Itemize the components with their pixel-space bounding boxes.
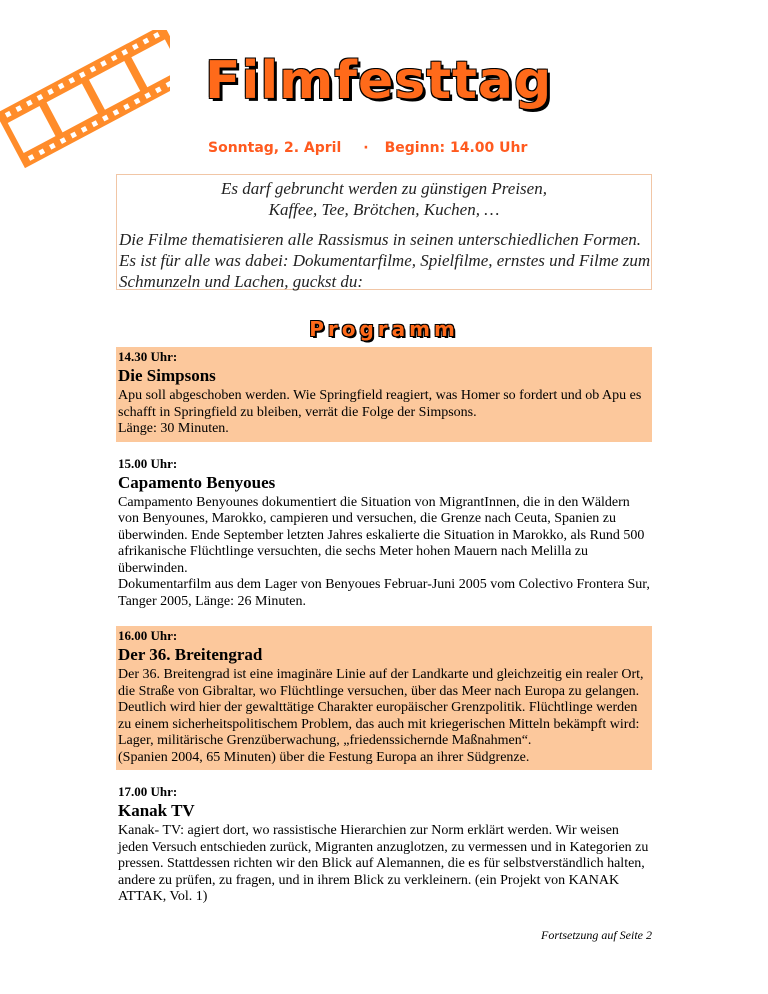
brunch-line-1: Es darf gebruncht werden zu günstigen Preisen, [221,179,547,198]
entry-time: 16.00 Uhr: [118,628,178,643]
program-entry [116,454,652,615]
film-strip-icon [0,30,170,170]
description-paragraph: Campamento Benyounes dokumentiert die Situation von MigrantInnen, die in den Wäldern von Benyounes, Marokko, campieren und versuchen, die Grenze nach Ceuta, Spanien zu überwinden. Ende September letzten Jahres eskalierte die Situation in Marokko, als Rund 500 afrikanische Flüchtlinge versuchten, die sechs Meter hohen Mauern nach Melilla zu überwinden. [118,494,645,576]
continuation-note: Fortsetzung auf Seite 2 [541,928,652,942]
entry-time: 14.30 Uhr: [118,349,178,364]
description-paragraph: Der 36. Breitengrad ist eine imaginäre Linie auf der Landkarte und gleichzeitig ein realer Ort, die Straße von Gibraltar, wo Flüchtlinge versuchen, über das Meer nach Europa zu gelangen. [118,667,644,699]
description-paragraph: Apu soll abgeschoben werden. Wie Springfield reagiert, was Homer so fordert und ob Apu es schafft in Springfield zu bleiben, verrät die Folge der Simpsons. [118,388,642,420]
entry-description [118,667,650,766]
program-entry [116,782,652,910]
separator: · [363,140,369,156]
event-start: Beginn: 14.00 Uhr [384,140,528,156]
entry-time: 17.00 Uhr: [118,784,178,799]
event-date: Sonntag, 2. April [208,140,342,156]
entry-title: Die Simpsons [118,366,216,385]
entry-time: 15.00 Uhr: [118,455,178,471]
description-paragraph: (Spanien 2004, 65 Minuten) über die Festung Europa an ihrer Südgrenze. [118,749,530,765]
entry-description [118,388,650,438]
brunch-line-2: Kaffee, Tee, Brötchen, Kuchen, … [268,200,500,219]
program-entry [116,626,652,770]
program-list [116,347,652,922]
entry-description [118,823,650,906]
entry-description [118,495,650,611]
event-info [208,140,527,156]
entry-title: Capamento Benyoues [118,472,276,492]
entry-title: Kanak TV [118,801,195,820]
description-paragraph: Deutlich wird hier der gewalttätige Charakter europäischer Grenzpolitik. Flüchtlinge werden zu einem sicherheitspolitischem Problem, das auch mit kriegerischen Mitteln bekämpft wird: Lager, militärische Grenzüberwachung, „friedenssichernde Maßnahmen“. [118,700,640,748]
description-paragraph: Dokumentarfilm aus dem Lager von Benyoues Februar-Juni 2005 vom Colectivo Frontera Sur, Tanger 2005, Länge: 26 Minuten. [118,577,650,609]
brunch-note [117,178,651,220]
description-paragraph: Kanak- TV: agiert dort, wo rassistische Hierarchien zur Norm erklärt werden. Wir weisen jeden Versuch entschieden zurück, Migranten anzuglotzen, zu vermessen und in Kategorien zu pressen. Stattdessen richten wir den Blick auf Alemannen, die es für selbstverständlich halten, andere zu prüfen, zu fragen, und in ihrem Blick zu verkleinern. (ein Projekt von KANAK ATTAK, Vol. 1) [118,823,649,904]
page-title: Filmfesttag [205,51,553,111]
intro-text: Die Filme thematisieren alle Rassismus in seinen unterschiedlichen Formen. Es ist für alle was dabei: Dokumentarfilme, Spielfilme, ernstes und Filme zum Schmunzeln und Lachen, guckst du: [119,230,651,291]
program-heading: Programm [309,317,459,341]
description-paragraph: Länge: 30 Minuten. [118,421,229,436]
program-entry [116,347,652,442]
intro-box [116,174,652,290]
entry-title: Der 36. Breitengrad [118,645,263,664]
